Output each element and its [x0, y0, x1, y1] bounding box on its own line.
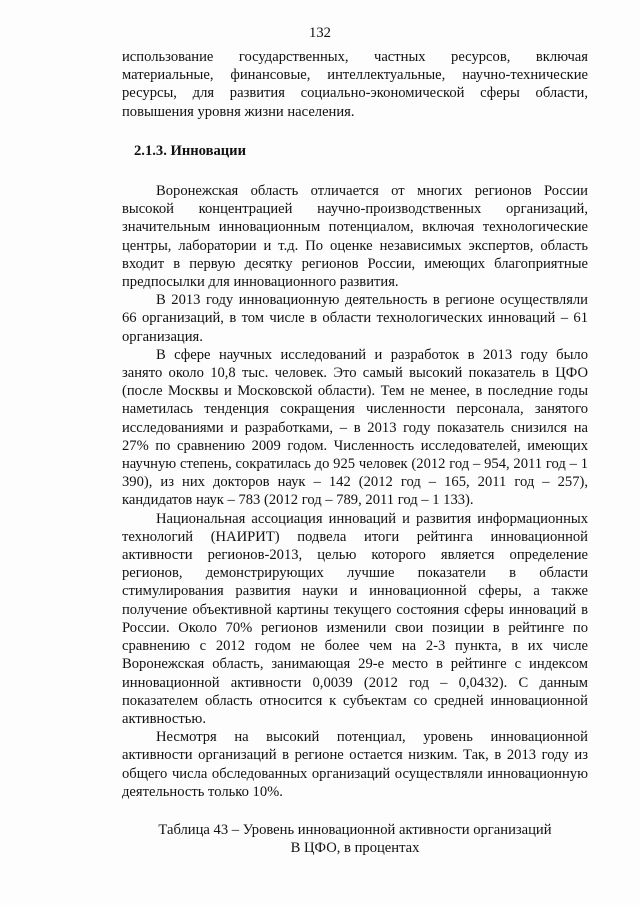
intro-paragraph: использование государственных, частных ресурсов, включая материальные, финансовые, интеллектуальные, научно-технические ресурсы, для развития социально-экономической сферы области, повышения уровня жизни населения. — [122, 49, 588, 120]
body-paragraph: В 2013 году инновационную деятельность в регионе осуществляли 66 организаций, в том числе в области технологических инноваций – 61 организация. — [122, 292, 588, 345]
body-paragraph: Воронежская область отличается от многих регионов России высокой концентрацией научно-производственных организаций, значительным инновационным потенциалом, включая технологические центры, лаборатории и т.д. По оценке независимых экспертов, область входит в первую десятку регионов России, имеющих благоприятные предпосылки для инновационного развития. — [122, 183, 588, 291]
table-caption — [122, 821, 588, 857]
body-paragraph: В сфере научных исследований и разработок в 2013 году было занято около 10,8 тыс. человек. Это самый высокий показатель в ЦФО (после Москвы и Московской области). Тем не менее, в последние годы наметилась тенденция сокращения численности персонала, занятого исследованиями и разработками, – в 2013 году показатель снизился на 27% по сравнению 2009 годом. Численность исследователей, имеющих научную степень, сократилась до 925 человек (2012 год – 954, 2011 год – 1 390), из них докторов наук – 142 (2012 год – 165, 2011 год – 257), кандидатов наук – 783 (2012 год – 789, 2011 год – 1 133). — [122, 346, 588, 509]
page-number: 132 — [309, 25, 331, 41]
table-caption-line: Таблица 43 – Уровень инновационной активности организаций — [158, 821, 552, 838]
section-heading: 2.1.3. Инновации — [134, 142, 246, 159]
table-caption-line: В ЦФО, в процентах — [290, 840, 420, 857]
page-content — [122, 48, 588, 857]
body-paragraph: Национальная ассоциация инноваций и развития информационных технологий (НАИРИТ) подвела итоги рейтинга инновационной активности регионов-2013, целью которого является определение регионов, демонстрирующих лучшие показатели в области стимулирования развития науки и инновационной сферы, а также получение объективной картины текущего состояния сферы инноваций в России. Около 70% регионов изменили свои позиции в рейтинге по сравнению с 2012 годом не более чем на 2-3 пункта, в их числе Воронежская область, занимающая 29-е место в рейтинге с индексом инновационной активности 0,0039 (2012 год – 0,0432). С данным показателем область относится к субъектам со средней инновационной активностью. — [122, 510, 588, 727]
body-paragraph: Несмотря на высокий потенциал, уровень инновационной активности организаций в регионе остается низким. Так, в 2013 году из общего числа обследованных организаций осуществляли инновационную деятельность только 10%. — [122, 729, 588, 800]
